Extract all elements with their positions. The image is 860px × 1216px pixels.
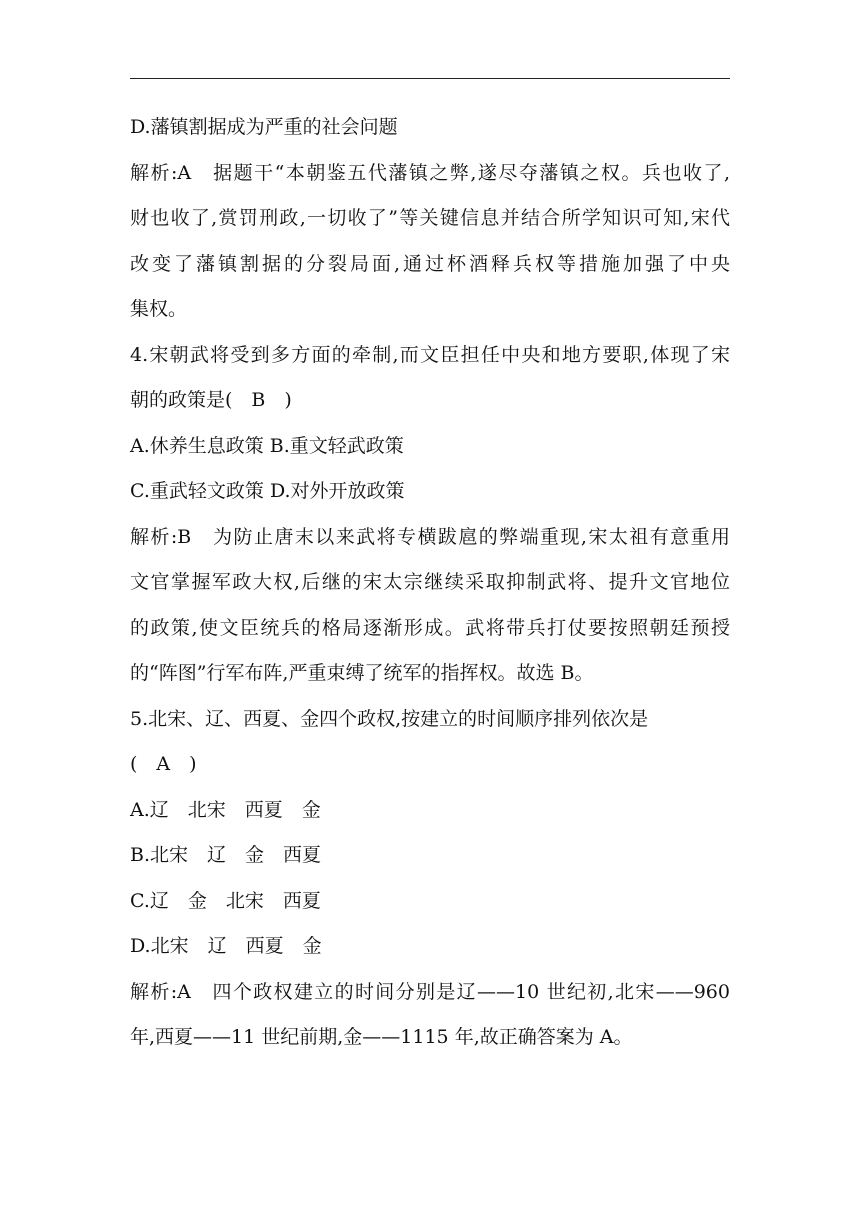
analysis-q4-line-2: 文官掌握军政大权,后继的宋太宗继续采取抑制武将、提升文官地位 xyxy=(130,571,730,593)
analysis-q4-line-4: 的“阵图”行军布阵,严重束缚了统军的指挥权。故选 B。 xyxy=(130,662,594,684)
question-5-answer: ( A ) xyxy=(130,753,197,775)
analysis-q4-line-1: 解析:B 为防止唐末以来武将专横跋扈的弊端重现,宋太祖有意重用 xyxy=(130,525,730,548)
question-5-option-c: C.辽 金 北宋 西夏 xyxy=(130,889,321,912)
analysis-q5-line-1: 解析:A 四个政权建立的时间分别是辽——10 世纪初,北宋——960 xyxy=(130,980,730,1003)
analysis-q3-line-3: 改变了藩镇割据的分裂局面,通过杯酒释兵权等措施加强了中央 xyxy=(130,252,730,275)
question-5-option-a: A.辽 北宋 西夏 金 xyxy=(130,798,321,821)
analysis-q3-line-4: 集权。 xyxy=(130,298,188,320)
question-5-option-b: B.北宋 辽 金 西夏 xyxy=(130,844,322,866)
question-5-line-1: 5.北宋、辽、西夏、金四个政权,按建立的时间顺序排列依次是 xyxy=(130,707,649,730)
question-4-options-ab: A.休养生息政策 B.重文轻武政策 xyxy=(130,434,404,457)
analysis-q4-line-3: 的政策,使文臣统兵的格局逐渐形成。武将带兵打仗要按照朝廷预授 xyxy=(130,616,730,639)
document-body xyxy=(130,105,730,1061)
question-4-line-1: 4.宋朝武将受到多方面的牵制,而文臣担任中央和地方要职,体现了宋 xyxy=(130,343,730,366)
question-4-options-cd: C.重武轻文政策 D.对外开放政策 xyxy=(130,480,405,502)
question-5-option-d: D.北宋 辽 西夏 金 xyxy=(130,935,322,957)
question-4-line-2: 朝的政策是( B ) xyxy=(130,389,292,411)
analysis-q3-line-2: 财也收了,赏罚刑政,一切收了”等关键信息并结合所学知识可知,宋代 xyxy=(130,207,730,229)
header-rule xyxy=(130,78,730,79)
option-d-q3: D.藩镇割据成为严重的社会问题 xyxy=(130,116,398,138)
analysis-q3-line-1: 解析:A 据题干“本朝鉴五代藩镇之弊,遂尽夺藩镇之权。兵也收了, xyxy=(130,161,730,184)
analysis-q5-line-2: 年,西夏——11 世纪前期,金——1115 年,故正确答案为 A。 xyxy=(130,1026,633,1048)
